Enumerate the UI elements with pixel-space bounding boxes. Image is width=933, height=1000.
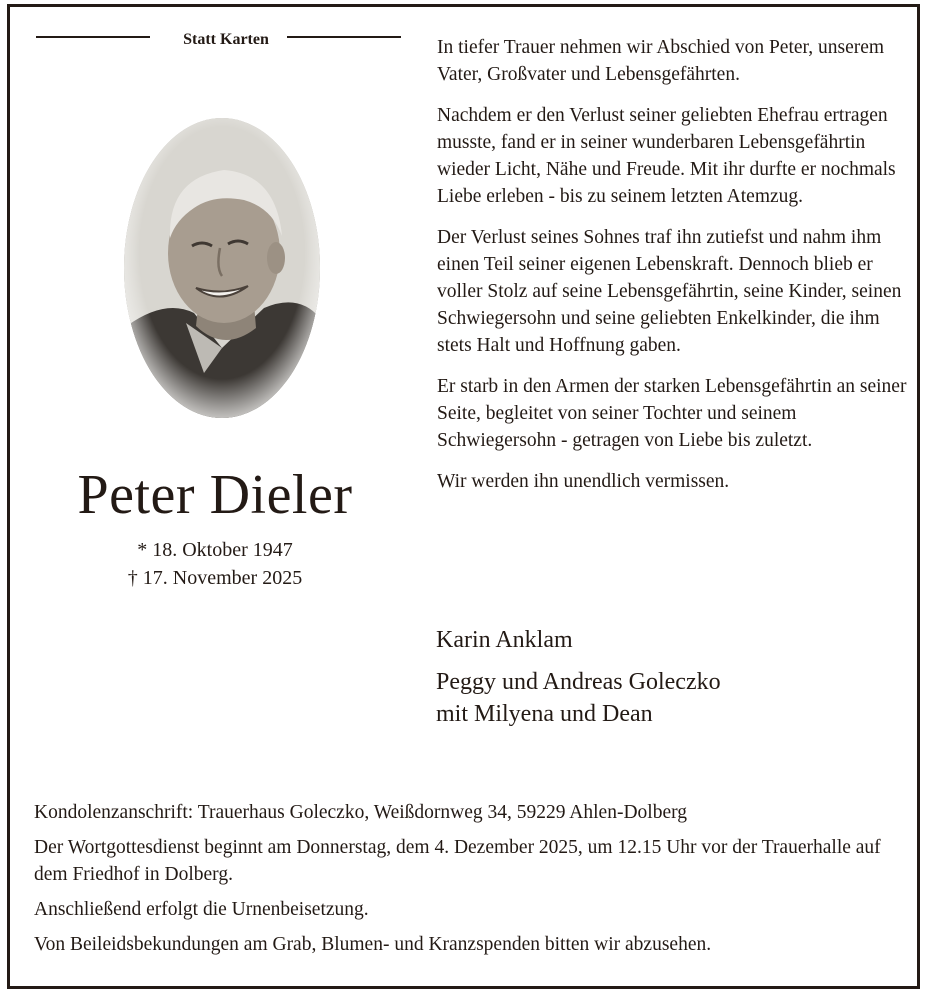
paragraph-farewell: In tiefer Trauer nehmen wir Abschied von Peter, unserem Vater, Großvater und Lebensgefährten. [437, 37, 885, 85]
portrait-photo-icon [124, 118, 320, 418]
donation-request: Von Beileidsbekundungen am Grab, Blumen- und Kranzspenden bitten wir abzusehen. [34, 934, 712, 955]
signer-goleczko: Peggy und Andreas Goleczko [436, 669, 721, 695]
footer-info [34, 799, 904, 966]
paragraph-death: Er starb in den Armen der starken Lebensgefährtin an seiner Seite, begleitet von seiner Tochter und seinem Schwiegersohn - getragen von Liebe bis zuletzt. [437, 376, 907, 451]
condolence-address: Kondolenzanschrift: Trauerhaus Goleczko, Weißdornweg 34, 59229 Ahlen-Dolberg [34, 802, 687, 823]
paragraph-partner: Nachdem er den Verlust seiner geliebten Ehefrau ertragen musste, fand er in seiner wunderbaren Lebensgefährtin wieder Licht, Nähe und Freude. Mit ihr durfte er nochmals Liebe erleben - bis zu seinem letzten Atemzug. [437, 105, 896, 207]
header-rule-right [287, 36, 401, 38]
signers [436, 624, 906, 730]
signer-karin: Karin Anklam [436, 627, 573, 653]
statt-karten-label: Statt Karten [183, 31, 269, 48]
header-rule-left [36, 36, 150, 38]
burial-info: Anschließend erfolgt die Urnenbeisetzung. [34, 899, 369, 920]
death-date: † 17. November 2025 [127, 567, 303, 589]
paragraph-miss: Wir werden ihn unendlich vermissen. [437, 471, 730, 492]
obituary-text [437, 34, 907, 509]
paragraph-son: Der Verlust seines Sohnes traf ihn zutiefst und nahm ihm einen Teil seiner eigenen Lebenskraft. Dennoch blieb er voller Stolz auf seine Lebensgefährtin, seine Kinder, seinen Schwiegersohn und seine geliebten Enkelkinder, die ihm stets Halt und Hoffnung gaben. [437, 227, 902, 356]
deceased-name: Peter Dieler [77, 464, 353, 526]
service-info: Der Wortgottesdienst beginnt am Donnerstag, dem 4. Dezember 2025, um 12.15 Uhr vor der Trauerhalle auf dem Friedhof in Dolberg. [34, 837, 881, 885]
birth-date: * 18. Oktober 1947 [137, 539, 293, 561]
signer-grandchildren: mit Milyena und Dean [436, 701, 653, 727]
